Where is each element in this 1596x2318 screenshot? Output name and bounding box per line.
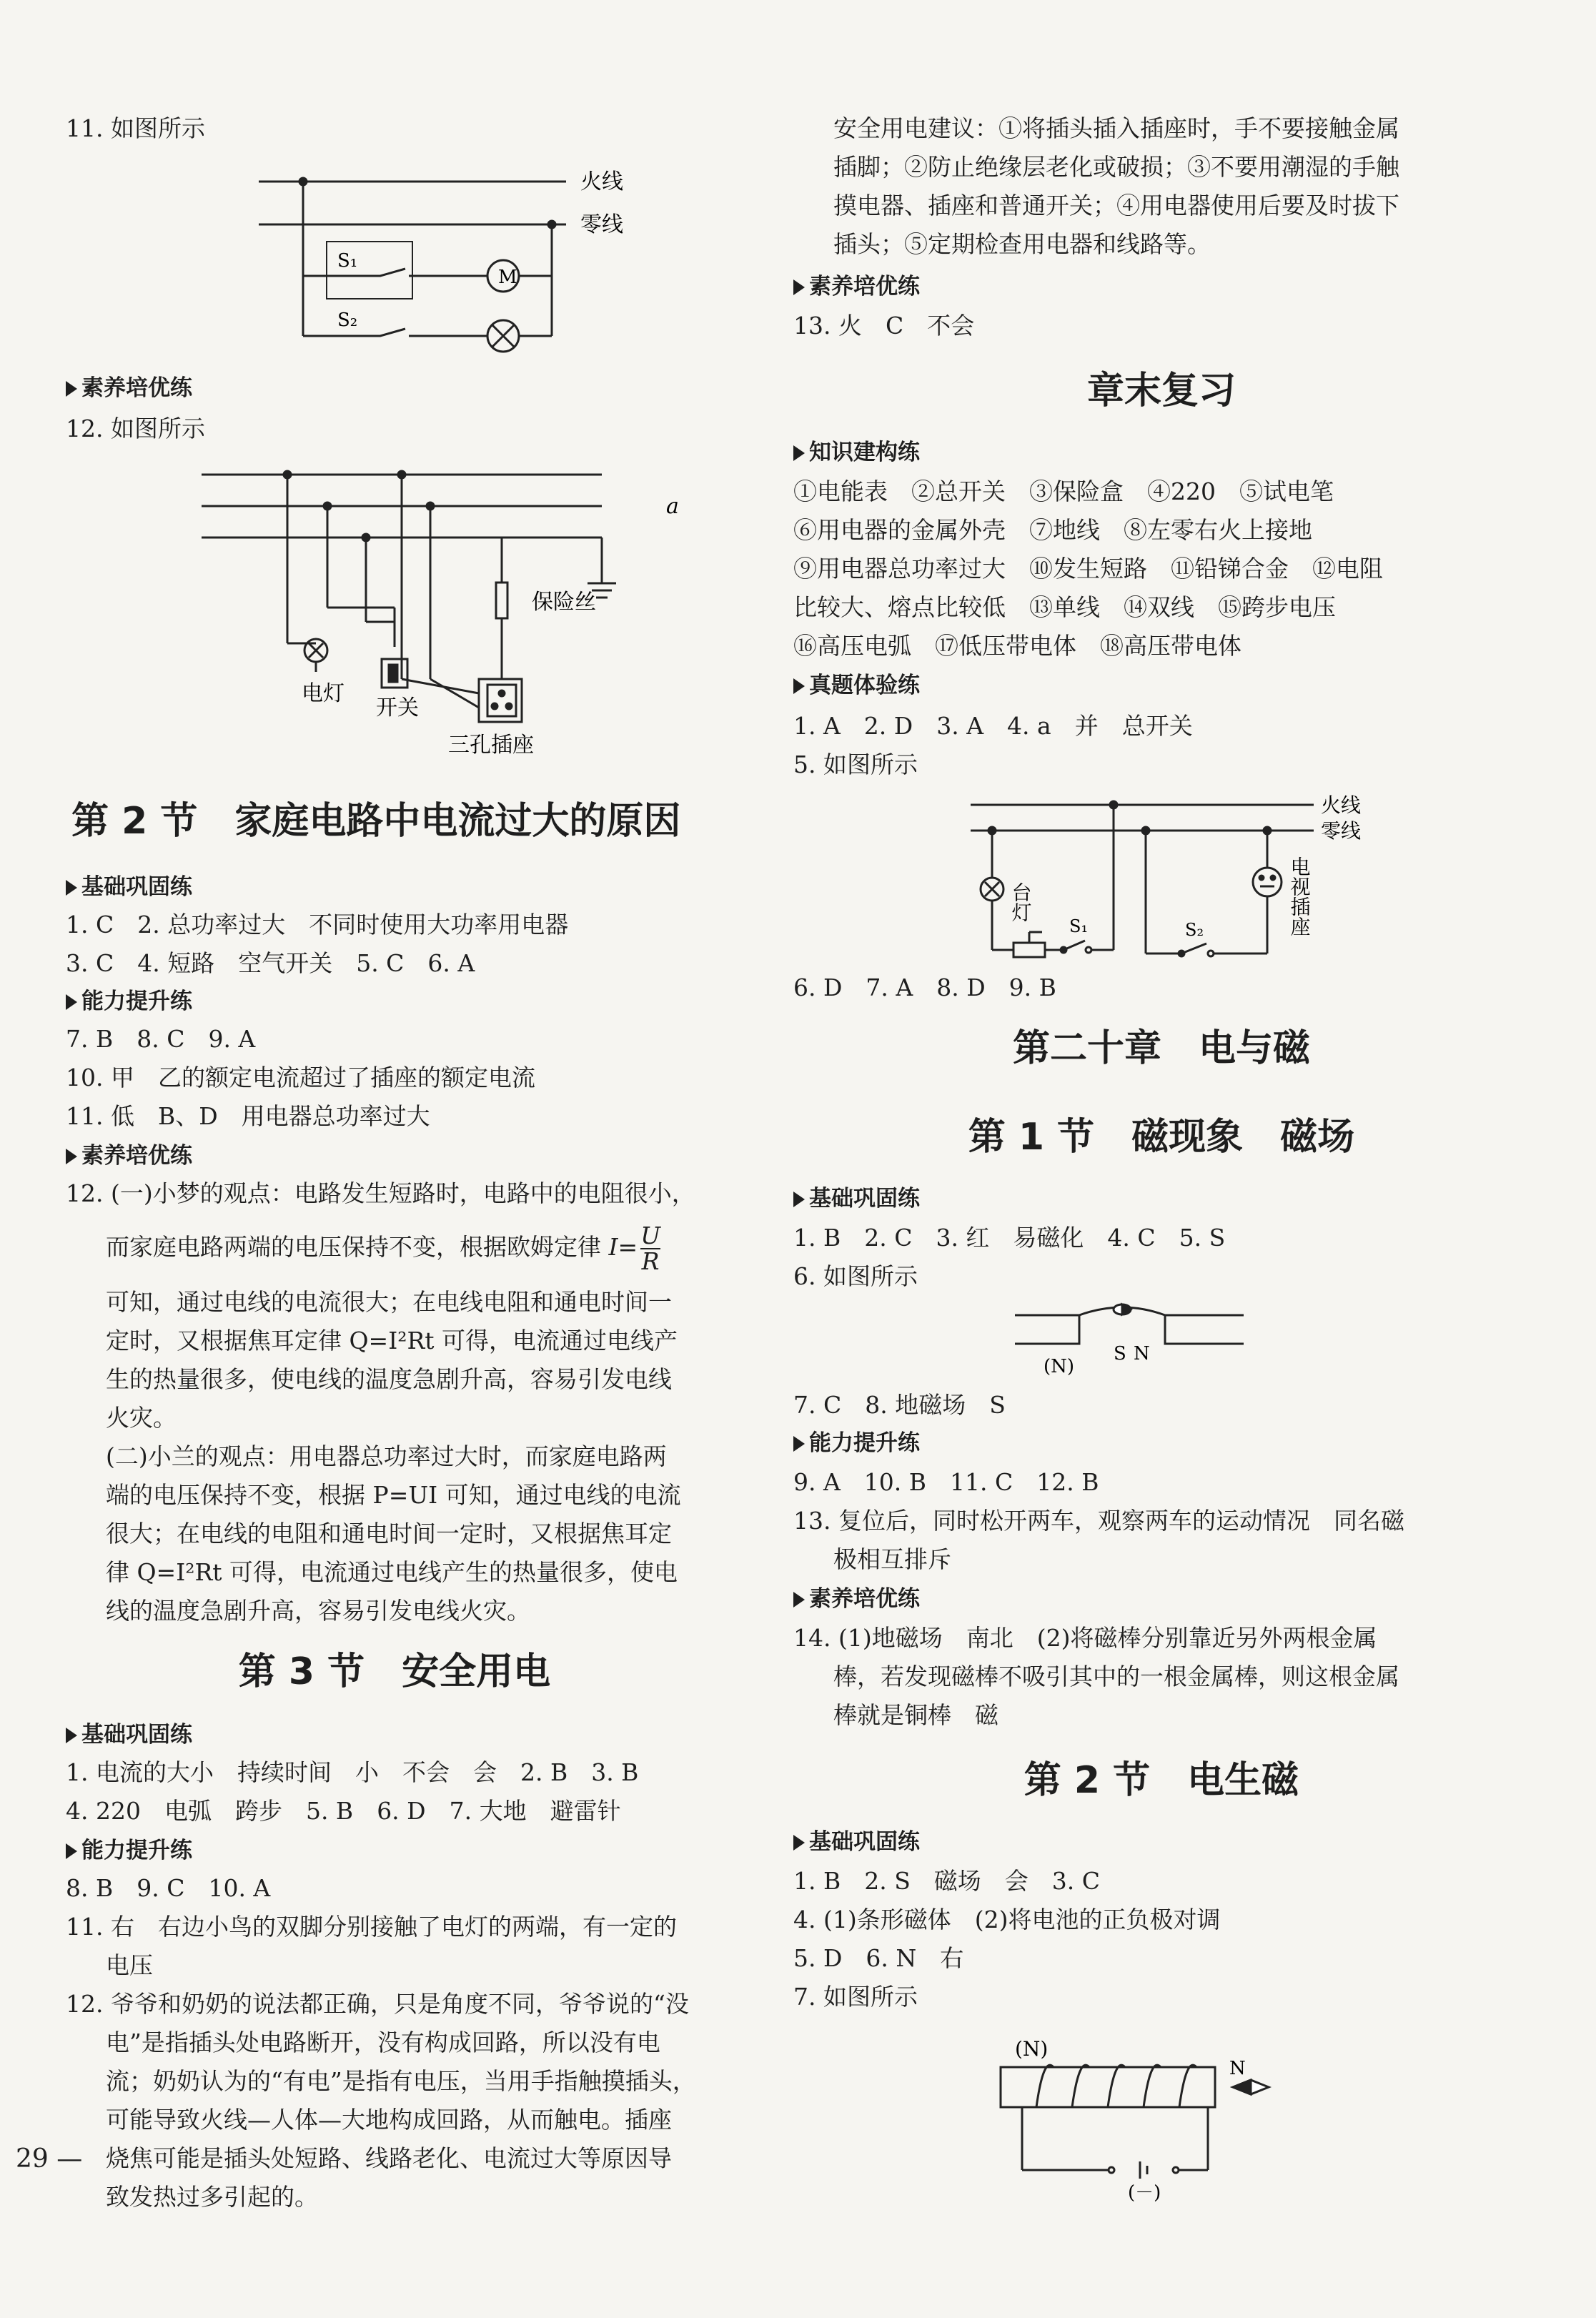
answer-line: 律 Q=I²Rt 可得，电流通过电线产生的热量很多，使电 bbox=[106, 1558, 678, 1586]
answer-line: 烧焦可能是插头处短路、线路老化、电流过大等原因导 bbox=[106, 2144, 672, 2172]
answer-line: 5. D 6. N 右 bbox=[793, 1944, 964, 1972]
n-pole-paren-label: (N) bbox=[1044, 1356, 1075, 1377]
answer-line: (二)小兰的观点：用电器总功率过大时，而家庭电路两 bbox=[106, 1442, 667, 1470]
answer-line: 安全用电建议：①将插头插入插座时，手不要接触金属 bbox=[833, 114, 1399, 142]
answer-line: 4. (1)条形磁体 (2)将电池的正负极对调 bbox=[793, 1906, 1221, 1933]
answer-line: 7. C 8. 地磁场 S bbox=[793, 1391, 1006, 1419]
triangle-icon bbox=[66, 1843, 77, 1859]
triangle-icon bbox=[793, 445, 805, 461]
answer-line: 9. A 10. B 11. C 12. B bbox=[793, 1468, 1099, 1496]
switch-s2-label: S₂ bbox=[1185, 920, 1204, 940]
answer-line: 13. 复位后，同时松开两车，观察两车的运动情况 同名磁 bbox=[793, 1507, 1404, 1535]
answer-line: 3. C 4. 短路 空气开关 5. C 6. A bbox=[66, 949, 475, 977]
answer-line: 6. D 7. A 8. D 9. B bbox=[793, 974, 1056, 1001]
switch-s2-label: S₂ bbox=[337, 309, 358, 331]
section-tag: 基础巩固练 bbox=[793, 1182, 920, 1215]
tv-socket-label: 电视插座 bbox=[1287, 856, 1312, 936]
section-tag: 基础巩固练 bbox=[66, 1718, 192, 1751]
answer-line: 1. C 2. 总功率过大 不同时使用大功率用电器 bbox=[66, 911, 569, 938]
answer-line: 端的电压保持不变，根据 P=UI 可知，通过电线的电流 bbox=[106, 1481, 681, 1509]
section-title: 第 2 节 家庭电路中电流过大的原因 bbox=[71, 800, 681, 843]
motor-label: M bbox=[498, 267, 517, 288]
answer-line: 6. 如图所示 bbox=[793, 1262, 918, 1290]
answer-line: 火灾。 bbox=[106, 1404, 177, 1432]
switch-s1-label: S₁ bbox=[1069, 916, 1089, 936]
section-tag: 能力提升练 bbox=[66, 1834, 192, 1867]
answer-line: 流；奶奶认为的“有电”是指有电压，当用手指触摸插头， bbox=[106, 2067, 696, 2095]
fuse-label: 保险丝 bbox=[532, 590, 596, 615]
answer-line: 电”是指插头处电路断开，没有构成回路，所以没有电 bbox=[106, 2029, 660, 2056]
answer-line: ⑯高压电弧 ⑰低压带电体 ⑱高压带电体 bbox=[793, 632, 1241, 660]
answer-line: 10. 甲 乙的额定电流超过了插座的额定电流 bbox=[66, 1064, 535, 1091]
section-title: 第 1 节 磁现象 磁场 bbox=[968, 1116, 1355, 1159]
answer-line: 生的热量很多，使电线的温度急剧升高，容易引发电线 bbox=[106, 1365, 672, 1393]
section-tag: 基础巩固练 bbox=[66, 871, 192, 903]
section-tag: 素养培优练 bbox=[66, 372, 192, 405]
answer-line: 可能导致火线—人体—大地构成回路，从而触电。插座 bbox=[106, 2106, 672, 2134]
neutral-wire-label: 零线 bbox=[580, 212, 623, 237]
answer-line: 摸电器、插座和普通开关；④用电器使用后要及时拔下 bbox=[833, 192, 1399, 219]
answer-line: 7. 如图所示 bbox=[793, 1983, 918, 2011]
answer-line: 1. A 2. D 3. A 4. a 并 总开关 bbox=[793, 712, 1193, 740]
triangle-icon bbox=[66, 1149, 77, 1164]
answer-line: 11. 右 右边小鸟的双脚分别接触了电灯的两端，有一定的 bbox=[66, 1913, 677, 1941]
answer-line: ①电能表 ②总开关 ③保险盒 ④220 ⑤试电笔 bbox=[793, 477, 1334, 505]
answer-line: 很大；在电线的电阻和通电时间一定时，又根据焦耳定 bbox=[106, 1520, 672, 1547]
answer-line: 5. 如图所示 bbox=[793, 751, 918, 778]
section-tag: 能力提升练 bbox=[66, 985, 192, 1018]
lamp-label: 电灯 bbox=[302, 681, 345, 706]
section-tag: 素养培优练 bbox=[66, 1139, 192, 1172]
answer-line: 1. B 2. C 3. 红 易磁化 4. C 5. S bbox=[793, 1224, 1226, 1252]
triangle-icon bbox=[793, 1436, 805, 1452]
a-label: a bbox=[666, 494, 679, 519]
switch-label: 开关 bbox=[376, 695, 419, 720]
answer-line: 8. B 9. C 10. A bbox=[66, 1874, 271, 1902]
needle-n-label: N bbox=[1229, 2058, 1246, 2079]
triangle-icon bbox=[66, 994, 77, 1010]
magnet-diagram-q6 bbox=[1015, 1301, 1258, 1387]
ohm-fraction: $\frac{U}{R}$ bbox=[640, 1222, 661, 1275]
answer-line: 13. 火 C 不会 bbox=[793, 312, 975, 340]
n-pole-paren-label: (N) bbox=[1015, 2037, 1049, 2061]
section-title: 第 2 节 电生磁 bbox=[1023, 1759, 1299, 1802]
answer-line: 4. 220 电弧 跨步 5. B 6. D 7. 大地 避雷针 bbox=[66, 1797, 621, 1825]
answer-line: 定时，又根据焦耳定律 Q=I²Rt 可得，电流通过电线产 bbox=[106, 1327, 678, 1354]
section-title: 第 3 节 安全用电 bbox=[238, 1650, 551, 1693]
chapter-title: 第二十章 电与磁 bbox=[1012, 1027, 1310, 1070]
answer-line: 11. 如图所示 bbox=[66, 114, 205, 142]
answer-line: 电压 bbox=[106, 1951, 153, 1979]
minus-label: (－) bbox=[1128, 2182, 1161, 2204]
answer-line: 1. 电流的大小 持续时间 小 不会 会 2. B 3. B bbox=[66, 1758, 639, 1786]
answer-line: 7. B 8. C 9. A bbox=[66, 1025, 256, 1053]
answer-line: 11. 低 B、D 用电器总功率过大 bbox=[66, 1102, 430, 1130]
section-title: 章末复习 bbox=[1086, 370, 1236, 412]
section-tag: 真题体验练 bbox=[793, 669, 920, 702]
circuit-diagram-q12 bbox=[202, 457, 688, 772]
circuit-diagram-q5 bbox=[971, 789, 1385, 975]
page-number: 29 — bbox=[16, 2144, 83, 2174]
answer-line: 棒就是铜棒 磁 bbox=[833, 1701, 998, 1729]
circuit-diagram-q11 bbox=[259, 163, 659, 370]
answer-line: 12. (一)小梦的观点：电路发生短路时，电路中的电阻很小， bbox=[66, 1179, 695, 1207]
answer-line: 插头；⑤定期检查用电器和线路等。 bbox=[833, 230, 1211, 258]
answer-line: 14. (1)地磁场 南北 (2)将磁棒分别靠近另外两根金属 bbox=[793, 1624, 1377, 1652]
answer-line: ⑥用电器的金属外壳 ⑦地线 ⑧左零右火上接地 bbox=[793, 516, 1312, 544]
neutral-wire-label: 零线 bbox=[1321, 819, 1362, 843]
triangle-icon bbox=[793, 1192, 805, 1207]
answer-line: 线的温度急剧升高，容易引发电线火灾。 bbox=[106, 1597, 530, 1625]
section-tag: 基础巩固练 bbox=[793, 1826, 920, 1858]
answer-line: 而家庭电路两端的电压保持不变，根据欧姆定律 I= $\frac{U}{R}$ bbox=[106, 1222, 661, 1275]
answer-line: 12. 爷爷和奶奶的说法都正确，只是角度不同，爷爷说的“没 bbox=[66, 1990, 689, 2018]
switch-s1-label: S₁ bbox=[337, 250, 358, 272]
section-tag: 素养培优练 bbox=[793, 1583, 920, 1615]
answer-line: 致发热过多引起的。 bbox=[106, 2183, 318, 2211]
triangle-icon bbox=[66, 1728, 77, 1743]
triangle-icon bbox=[66, 880, 77, 896]
solenoid-diagram-q7 bbox=[993, 2027, 1294, 2206]
triangle-icon bbox=[793, 279, 805, 295]
answer-line: ⑨用电器总功率过大 ⑩发生短路 ⑪铅锑合金 ⑫电阻 bbox=[793, 555, 1383, 583]
answer-line: 极相互排斥 bbox=[833, 1545, 951, 1573]
triangle-icon bbox=[793, 1592, 805, 1608]
n-pole-label: N bbox=[1134, 1343, 1150, 1364]
answer-line: 可知，通过电线的电流很大；在电线电阻和通电时间一 bbox=[106, 1288, 672, 1316]
answer-line: 比较大、熔点比较低 ⑬单线 ⑭双线 ⑮跨步电压 bbox=[793, 593, 1336, 621]
desk-lamp-label: 台灯 bbox=[1008, 882, 1033, 922]
live-wire-label: 火线 bbox=[1321, 793, 1362, 817]
answer-line: 12. 如图所示 bbox=[66, 415, 205, 442]
section-tag: 素养培优练 bbox=[793, 270, 920, 303]
section-tag: 知识建构练 bbox=[793, 436, 920, 469]
s-pole-label: S bbox=[1114, 1343, 1126, 1364]
triangle-icon bbox=[793, 678, 805, 694]
triangle-icon bbox=[66, 381, 77, 397]
socket-label: 三孔插座 bbox=[448, 733, 534, 758]
triangle-icon bbox=[793, 1835, 805, 1851]
live-wire-label: 火线 bbox=[580, 169, 623, 194]
answer-line: 插脚；②防止绝缘层老化或破损；③不要用潮湿的手触 bbox=[833, 153, 1399, 181]
answer-line: 1. B 2. S 磁场 会 3. C bbox=[793, 1867, 1101, 1895]
answer-line: 棒，若发现磁棒不吸引其中的一根金属棒，则这根金属 bbox=[833, 1663, 1399, 1690]
section-tag: 能力提升练 bbox=[793, 1427, 920, 1460]
